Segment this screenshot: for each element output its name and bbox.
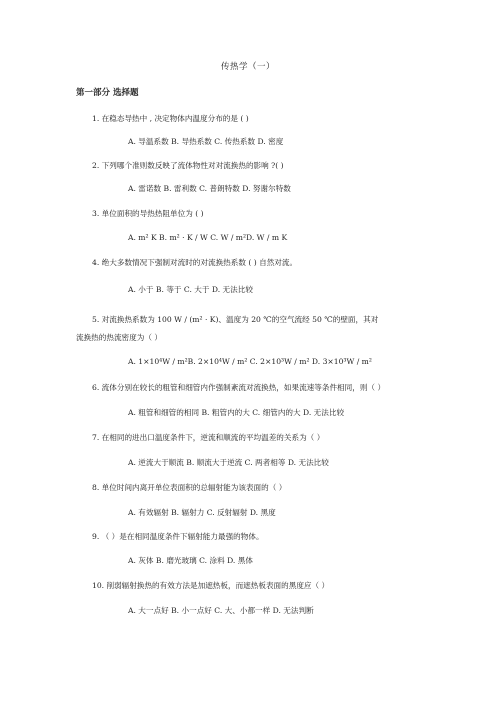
question-9: 9. （ ）是在相同温度条件下辐射能力最强的物体。 [92,532,264,541]
question-2: 2. 下列哪个准则数反映了流体物性对对流换热的影响 ?( ) [92,161,284,170]
question-1-options: A. 导温系数 B. 导热系数 C. 传热系数 D. 密度 [128,137,284,146]
question-4-options: A. 小于 B. 等于 C. 大于 D. 无法比较 [128,285,253,294]
question-7-options: A. 逆流大于顺流 B. 顺流大于逆流 C. 两者相等 D. 无法比较 [128,458,329,467]
question-6: 6. 流体分别在较长的粗管和细管内作强制紊流对流换热，如果流速等条件相同，则（ ） [92,383,386,392]
document-title: 传热学（一） [220,62,275,72]
question-2-options: A. 雷诺数 B. 雷利数 C. 普朗特数 D. 努谢尔特数 [128,184,291,193]
question-7: 7. 在相同的进出口温度条件下，逆流和顺流的平均温差的关系为（ ） [92,433,325,442]
section-heading: 第一部分 选择题 [76,88,139,98]
question-3-options: A. m² K B. m² · K / W C. W / m²D. W / m K [128,233,288,242]
question-9-options: A. 灰体 B. 磨光玻璃 C. 涂料 D. 黑体 [128,556,253,565]
question-4: 4. 绝大多数情况下强制对流时的对流换热系数 ( ) 自然对流。 [92,258,298,267]
question-8: 8. 单位时间内离开单位表面积的总辐射能为该表面的（ ） [92,483,287,492]
question-1: 1. 在稳态导热中 , 决定物体内温度分布的是 ( ) [92,114,249,123]
question-8-options: A. 有效辐射 B. 辐射力 C. 反射辐射 D. 黑度 [128,508,276,517]
question-5: 5. 对流换热系数为 100 W / (m² · K)、温度为 20 ℃的空气流经 50 ℃的壁面，其对 [92,315,379,324]
question-10: 10. 削弱辐射换热的有效方法是加遮热板，而遮热板表面的黑度应（ ） [92,581,330,590]
question-6-options: A. 粗管和细管的相同 B. 粗管内的大 C. 细管内的大 D. 无法比较 [128,408,345,417]
question-5-continued: 流换热的热流密度为（ ） [76,333,162,342]
question-10-options: A. 大一点好 B. 小一点好 C. 大、小都一样 D. 无法判断 [128,606,314,615]
question-3: 3. 单位面积的导热热阻单位为 ( ) [92,209,204,218]
question-5-options: A. 1×10⁴W / m²B. 2×10⁴W / m² C. 2×10³W / m² D. 3×10³W / m² [128,357,372,366]
